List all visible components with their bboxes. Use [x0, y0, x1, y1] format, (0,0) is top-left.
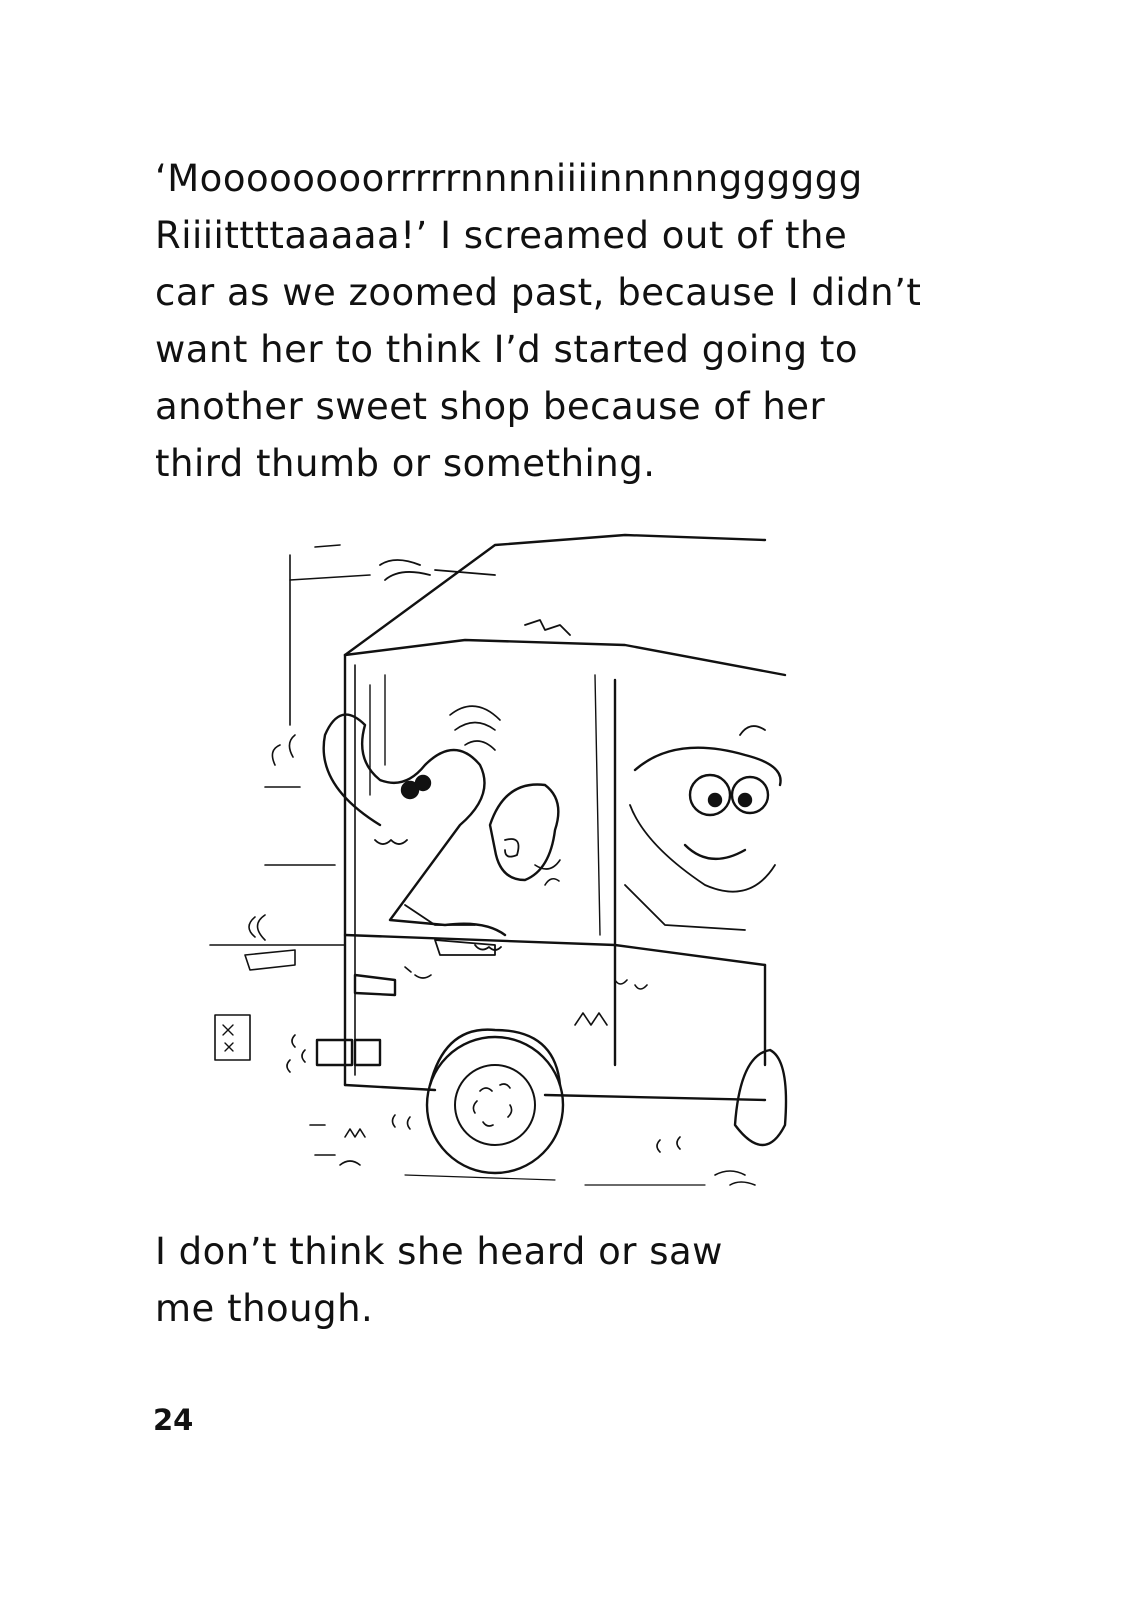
- door-handle: [355, 975, 395, 995]
- car-roof: [345, 535, 765, 655]
- text-line: third thumb or something.: [155, 442, 656, 485]
- text-line: car as we zoomed past, because I didn’t: [155, 271, 922, 314]
- text-line: Riiiittttaaaaa!’ I screamed out of the: [155, 214, 848, 257]
- text-line: I don’t think she heard or saw: [155, 1230, 723, 1273]
- page-number: 24: [153, 1403, 194, 1437]
- child-head: [490, 785, 558, 881]
- text-line: another sweet shop because of her: [155, 385, 826, 428]
- text-line: want her to think I’d started going to: [155, 328, 858, 371]
- text-line: ‘Moooooooorrrrrnnnniiiinnnnngggggg: [155, 157, 863, 200]
- text-line: me though.: [155, 1287, 374, 1330]
- elephant-trunk: [324, 715, 505, 935]
- rear-wheel: [735, 1050, 786, 1145]
- paragraph-top: [155, 150, 921, 492]
- paragraph-bottom: [155, 1223, 723, 1337]
- headlight: [355, 1040, 380, 1065]
- front-wheel: [427, 1037, 563, 1173]
- car-cartoon-illustration: [205, 525, 790, 1200]
